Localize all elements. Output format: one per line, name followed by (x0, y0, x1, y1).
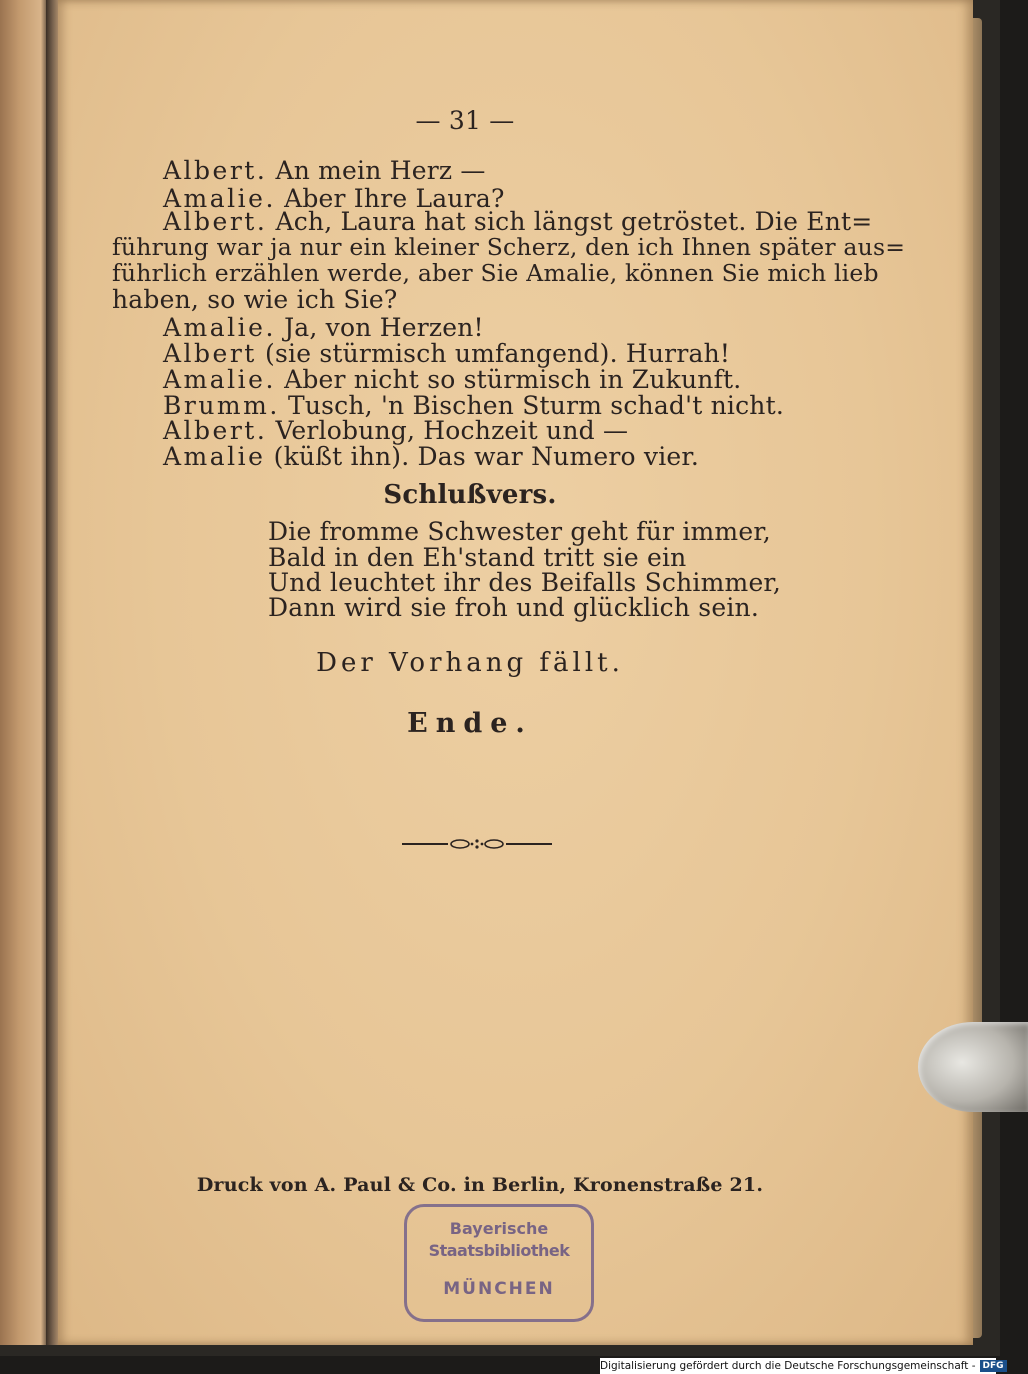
line-text: Tusch, 'n Bischen Sturm schad't nicht. (287, 391, 784, 420)
line-text: Ach, Laura hat sich längst getröstet. Die Ent= (275, 207, 873, 236)
speaker-name: Amalie. (163, 184, 276, 213)
line-text: führung war ja nur ein kleiner Scherz, den ich Ihnen später aus= (112, 233, 906, 261)
speaker-name: Albert. (163, 156, 268, 185)
speaker-name: Albert. (163, 207, 268, 236)
speaker-name: Amalie. (163, 365, 276, 394)
page-clip (918, 1022, 1028, 1112)
line-text: Aber Ihre Laura? (284, 184, 505, 213)
ornament-divider (400, 830, 554, 860)
closing-heading: Schlußvers. (383, 480, 557, 510)
line-text: führlich erzählen werde, aber Sie Amalie, können Sie mich lieb (112, 259, 879, 287)
dfg-logo-icon: DFG (980, 1360, 1007, 1372)
dialogue-line (163, 442, 699, 471)
verse-line: Bald in den Eh'stand tritt sie ein (268, 543, 687, 572)
end-marker: Ende. (407, 708, 533, 739)
line-text: Ja, von Herzen! (284, 313, 484, 342)
dialogue-line (163, 416, 628, 445)
verse-line: Und leuchtet ihr des Beifalls Schimmer, (268, 568, 781, 597)
line-text: (sie stürmisch umfangend). Hurrah! (265, 339, 731, 368)
page-number: — 31 — (415, 106, 515, 135)
line-text: haben, so wie ich Sie? (112, 285, 398, 314)
speaker-name: Amalie (163, 442, 266, 471)
stamp-line: MÜNCHEN (443, 1279, 555, 1299)
speaker-name: Amalie. (163, 313, 276, 342)
dialogue-line (163, 365, 741, 394)
stamp-line: Staatsbibliothek (428, 1241, 570, 1260)
dialogue-line (163, 156, 486, 185)
digitization-credit (600, 1358, 1004, 1374)
line-text: Verlobung, Hochzeit und — (275, 416, 629, 445)
credit-text: Digitalisierung gefördert durch die Deutsche Forschungsgemeinschaft - (600, 1360, 976, 1372)
line-text: (küßt ihn). Das war Numero vier. (273, 442, 699, 471)
dialogue-line (163, 313, 484, 342)
verse-line: Die fromme Schwester geht für immer, (268, 517, 771, 546)
line-text: An mein Herz — (275, 156, 486, 185)
dialogue-line (163, 207, 872, 236)
stage-direction: Der Vorhang fällt. (316, 648, 624, 678)
verse-line: Dann wird sie froh und glücklich sein. (268, 593, 759, 622)
speaker-name: Albert (163, 339, 257, 368)
left-page-edge (0, 0, 48, 1345)
printer-imprint: Druck von A. Paul & Co. in Berlin, Kronenstraße 21. (196, 1174, 764, 1196)
library-stamp (404, 1204, 594, 1322)
stamp-line: Bayerische (449, 1219, 549, 1238)
dialogue-line (112, 259, 879, 287)
speaker-name: Brumm. (163, 391, 280, 420)
dialogue-line (112, 233, 905, 261)
dialogue-line (112, 285, 398, 314)
dialogue-line (163, 339, 730, 368)
speaker-name: Albert. (163, 416, 268, 445)
line-text: Aber nicht so stürmisch in Zukunft. (284, 365, 742, 394)
